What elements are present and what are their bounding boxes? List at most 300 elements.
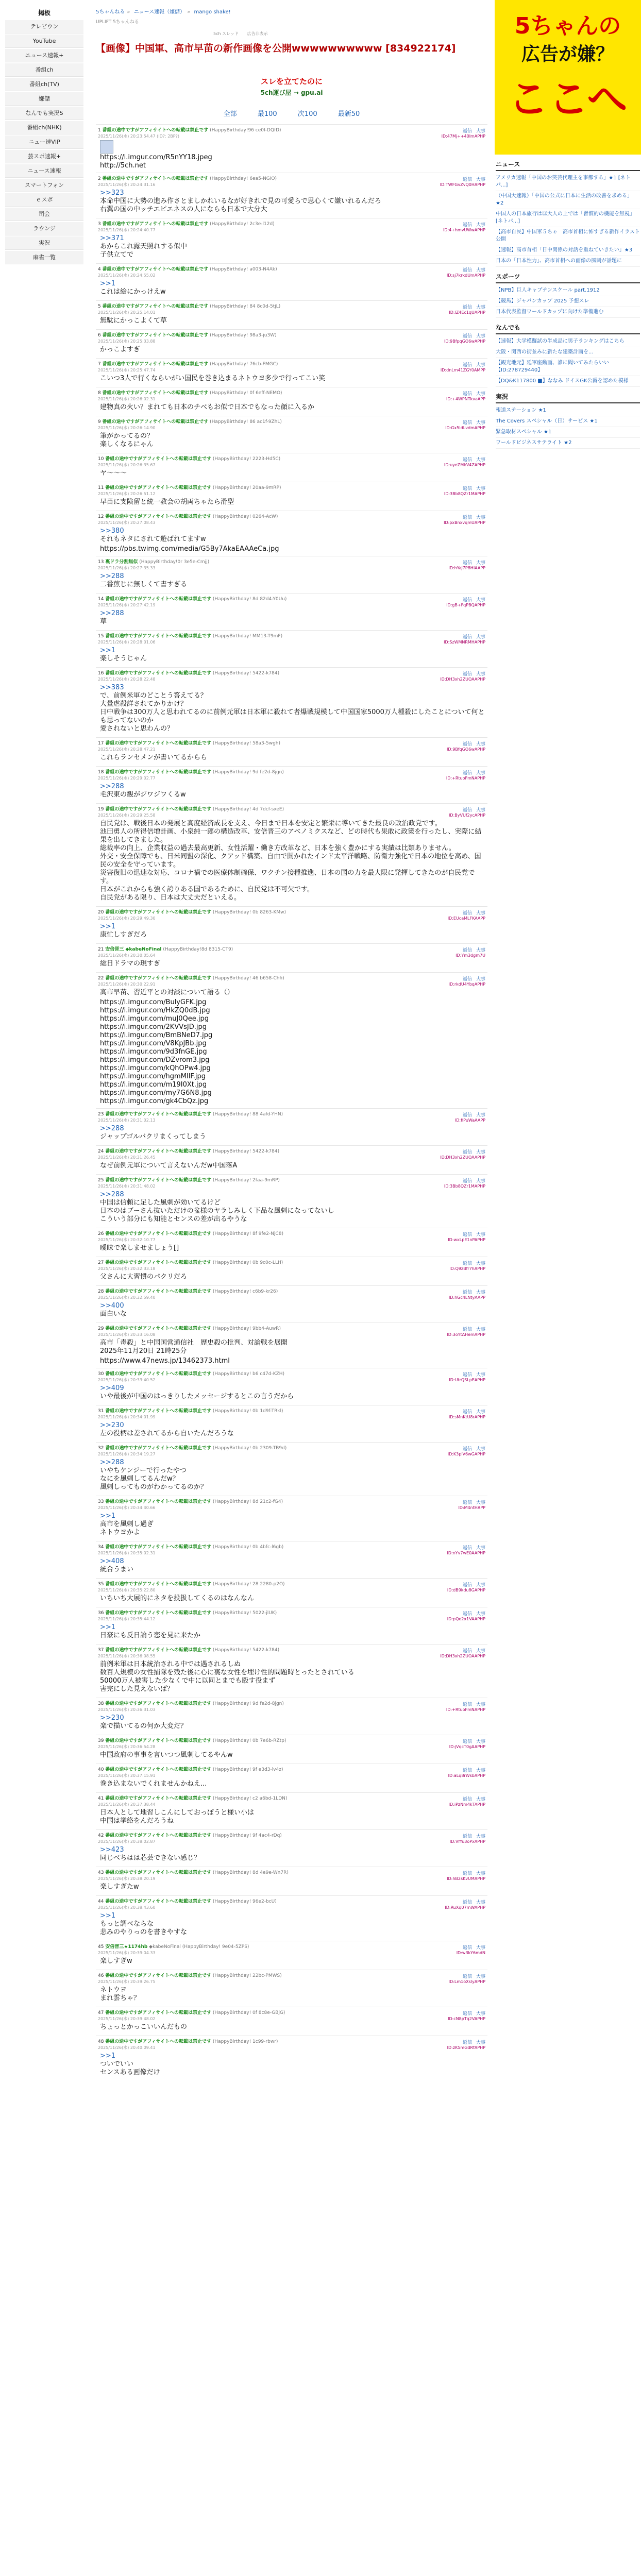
post-number[interactable]: 8 <box>98 391 101 396</box>
like-button[interactable]: 大事 <box>476 1546 485 1551</box>
reply-anchor[interactable]: >>288 <box>100 783 124 790</box>
reply-button[interactable]: 返信 <box>462 1834 472 1839</box>
reply-button[interactable]: 返信 <box>462 1871 472 1876</box>
post-id[interactable]: ID:+RtuoFmNAPHP <box>446 1707 485 1712</box>
post-number[interactable]: 5 <box>98 304 101 309</box>
post-number[interactable]: 31 <box>98 1409 104 1414</box>
tagline-secondary[interactable]: 5ch運び屋 → gpu.ai <box>260 89 323 96</box>
reply-anchor[interactable]: >>288 <box>100 1125 124 1132</box>
reply-anchor[interactable]: >>371 <box>100 234 124 242</box>
sidebar-news-link[interactable]: 【DQ&K117800 ■】ななみ ドイスGK公爵を認めた模様 <box>496 378 629 384</box>
reply-button[interactable]: 返信 <box>462 1232 472 1238</box>
like-button[interactable]: 大事 <box>476 129 485 134</box>
reply-anchor[interactable]: >>408 <box>100 1557 124 1565</box>
post-number[interactable]: 43 <box>98 1870 104 1875</box>
post-link[interactable]: https://i.imgur.com/gk4CbQz.jpg <box>100 1097 209 1105</box>
reply-anchor[interactable]: >>1 <box>100 647 116 654</box>
post-link[interactable]: https://i.imgur.com/V8KpJBb.jpg <box>100 1040 207 1047</box>
poster-name: 番組の途中ですがアフィサイトへの転載は禁止です <box>105 1833 211 1838</box>
like-button[interactable]: 大事 <box>476 1447 485 1452</box>
sidebar-news-link[interactable]: （中国大速報）「中国の公式に日本に生活の改善を求める」★2 <box>496 193 632 206</box>
nav-item[interactable]: ニュース速報+ <box>5 49 83 62</box>
breadcrumb-board[interactable]: ニュース速報（嫌儲） <box>133 9 185 15</box>
post-id[interactable]: ID:rkdU4YbqAPHP <box>448 982 485 987</box>
sidebar-news-link[interactable]: 【速報】高市首相「日中関係の対話を重ねていきたい」★3 <box>496 247 633 253</box>
post-number[interactable]: 15 <box>98 634 104 639</box>
sidebar-news-item[interactable] <box>496 416 640 427</box>
post-link[interactable]: https://i.imgur.com/BulyGFK.jpg <box>100 998 207 1006</box>
like-button[interactable]: 大事 <box>476 742 485 747</box>
post-number[interactable]: 37 <box>98 1648 104 1653</box>
sidebar-news-item[interactable] <box>496 307 640 318</box>
post-number[interactable]: 36 <box>98 1611 104 1616</box>
mini-link-hide-ads[interactable]: 広告非表示 <box>247 31 268 36</box>
reply-button[interactable]: 返信 <box>462 808 472 813</box>
post-id[interactable]: ID:SzWMNRMHAPHP <box>444 640 485 645</box>
reply-button[interactable]: 返信 <box>462 1179 472 1184</box>
post-id[interactable]: ID:VfYu3oPxAPHP <box>449 1839 485 1844</box>
nav-next-100[interactable]: 次100 <box>297 110 317 118</box>
sidebar-news-link[interactable]: ワールドビジネスサテライト ★2 <box>496 440 572 446</box>
nav-item[interactable]: ラウンジ <box>5 222 83 235</box>
like-button[interactable]: 大事 <box>476 1410 485 1415</box>
post-id[interactable]: ID:hB2sKvUMAPHP <box>447 1876 485 1881</box>
post-id[interactable]: ID:47Mj++40ImAPHP <box>441 134 485 139</box>
reply-button[interactable]: 返信 <box>462 771 472 776</box>
post-id[interactable]: ID:sj7krkdUmAPHP <box>446 273 485 278</box>
reply-button[interactable]: 返信 <box>462 363 472 368</box>
like-button[interactable]: 大事 <box>476 1974 485 1979</box>
reply-button[interactable]: 返信 <box>462 1702 472 1707</box>
post-number[interactable]: 48 <box>98 2039 104 2044</box>
like-button[interactable]: 大事 <box>476 1797 485 1802</box>
post-link[interactable]: https://i.imgur.com/R5nYY18.jpeg <box>100 154 212 161</box>
post-number[interactable]: 27 <box>98 1260 104 1265</box>
sidebar-news-item[interactable] <box>496 336 640 347</box>
post-number[interactable]: 2 <box>98 176 101 181</box>
post-id[interactable]: ID:UtrQSLpEAPHP <box>449 1378 485 1382</box>
reply-button[interactable]: 返信 <box>462 1372 472 1378</box>
post-number[interactable]: 40 <box>98 1767 104 1772</box>
post-id[interactable]: ID:+4WPNTkvaAPP <box>446 397 485 401</box>
post-id[interactable]: ID:w3kY6mdN <box>456 1951 485 1955</box>
like-button[interactable]: 大事 <box>476 771 485 776</box>
like-button[interactable]: 大事 <box>476 1945 485 1951</box>
sidebar-news-link[interactable]: 【観光地元】延軍座動画、誰に聞いてみたらいい【ID:278729440】 <box>496 360 609 373</box>
sidebar-news-item[interactable] <box>496 438 640 449</box>
post-id[interactable]: ID:pxBnxvqmUAPHP <box>444 520 485 525</box>
post-number[interactable]: 23 <box>98 1112 104 1117</box>
like-button[interactable]: 大事 <box>476 598 485 603</box>
post-link[interactable]: http://5ch.net <box>100 162 146 170</box>
post-id[interactable]: ID:3Bb8QZr1MAPHP <box>444 1184 485 1189</box>
post-id[interactable]: ID:4+hmvUWwAPHP <box>443 228 485 232</box>
like-button[interactable]: 大事 <box>476 1834 485 1839</box>
post-id[interactable]: ID:wxLpE1nPAPHP <box>448 1238 485 1242</box>
post-id[interactable]: ID:aLq8rWsbAPHP <box>448 1773 485 1778</box>
reply-button[interactable]: 返信 <box>462 268 472 273</box>
reply-button[interactable]: 返信 <box>462 2040 472 2045</box>
post-id[interactable]: ID:3Bb8QZr1MAPHP <box>444 492 485 496</box>
reply-button[interactable]: 返信 <box>462 1546 472 1551</box>
post-number[interactable]: 7 <box>98 362 101 367</box>
like-button[interactable]: 大事 <box>476 177 485 182</box>
post-number[interactable]: 16 <box>98 671 104 676</box>
reply-anchor[interactable]: >>288 <box>100 1191 124 1198</box>
nav-item[interactable]: ニュース速報 <box>5 164 83 178</box>
reply-anchor[interactable]: >>1 <box>100 2052 116 2060</box>
reply-button[interactable]: 返信 <box>462 1739 472 1744</box>
reply-button[interactable]: 返信 <box>462 1150 472 1155</box>
reply-button[interactable]: 返信 <box>462 1327 472 1332</box>
like-button[interactable]: 大事 <box>476 486 485 492</box>
reply-anchor[interactable]: >>1 <box>100 280 116 287</box>
reply-button[interactable]: 返信 <box>462 672 472 677</box>
nav-item[interactable]: 番組ch(NHK) <box>5 121 83 134</box>
post-number[interactable]: 3 <box>98 222 101 227</box>
reply-button[interactable]: 返信 <box>462 1290 472 1295</box>
mini-link-thread[interactable]: 5ch スレッド <box>213 31 239 36</box>
like-button[interactable]: 大事 <box>476 1327 485 1332</box>
sidebar-news-item[interactable] <box>496 427 640 438</box>
post-number[interactable]: 46 <box>98 1973 104 1978</box>
sidebar-news-item[interactable] <box>496 376 640 387</box>
sidebar-news-item[interactable] <box>496 209 640 227</box>
reply-anchor[interactable]: >>1 <box>100 923 116 930</box>
reply-button[interactable]: 返信 <box>462 305 472 310</box>
reply-anchor[interactable]: >>323 <box>100 189 124 197</box>
post-link[interactable]: https://i.imgur.com/2KVVsJD.jpg <box>100 1023 207 1031</box>
post-id[interactable]: ID:EUcaMLFKAAPP <box>447 916 485 921</box>
post-id[interactable]: ID:sMnKtU8rAPHP <box>448 1415 485 1419</box>
reply-button[interactable]: 返信 <box>462 1612 472 1617</box>
post-number[interactable]: 26 <box>98 1231 104 1236</box>
post-number[interactable]: 11 <box>98 485 104 490</box>
nav-latest-50[interactable]: 最新50 <box>338 110 360 118</box>
post-number[interactable]: 6 <box>98 333 101 338</box>
nav-item[interactable]: 実況 <box>5 236 83 250</box>
reply-button[interactable]: 返信 <box>462 977 472 982</box>
post-number[interactable]: 1 <box>98 128 101 133</box>
post-number[interactable]: 17 <box>98 741 104 746</box>
nav-item[interactable]: テレビウン <box>5 20 83 33</box>
post-id[interactable]: ID:Ym3dgm7U <box>456 953 485 958</box>
sidebar-news-item[interactable] <box>496 191 640 209</box>
like-button[interactable]: 大事 <box>476 2040 485 2045</box>
reply-button[interactable]: 返信 <box>462 1261 472 1266</box>
like-button[interactable]: 大事 <box>476 1500 485 1505</box>
reply-button[interactable]: 返信 <box>462 1649 472 1654</box>
post-id[interactable]: ID:uyeZMkV4ZAPHP <box>444 463 485 467</box>
like-button[interactable]: 大事 <box>476 808 485 813</box>
post-number[interactable]: 19 <box>98 807 104 812</box>
sidebar-news-link[interactable]: 【NPB】巨人キャプテンスケール part.1912 <box>496 287 600 293</box>
like-button[interactable]: 大事 <box>476 457 485 463</box>
like-button[interactable]: 大事 <box>476 977 485 982</box>
image-thumbnail-icon[interactable] <box>100 140 113 154</box>
like-button[interactable]: 大事 <box>476 268 485 273</box>
like-button[interactable]: 大事 <box>476 1649 485 1654</box>
sidebar-news-link[interactable]: 中国人の日本旅行はほ大人の上では「習慣的の機能を無視」 [ネトパ...] <box>496 211 635 224</box>
reply-button[interactable]: 返信 <box>462 486 472 492</box>
poster-name: 安倍晋三 ◆kabeNoFinal <box>105 947 162 952</box>
post-id[interactable]: ID:+RtuoFmNAPHP <box>446 776 485 781</box>
post-id[interactable]: ID:jVqcT0gAAPHP <box>449 1744 485 1749</box>
reply-anchor[interactable]: >>288 <box>100 609 124 617</box>
sidebar-news-link[interactable]: 報道ステーション ★1 <box>496 408 546 413</box>
sidebar-news-item[interactable] <box>496 347 640 358</box>
post-number[interactable]: 21 <box>98 947 104 952</box>
sidebar-news-item[interactable] <box>496 173 640 191</box>
post-id[interactable]: ID:dnLm41ZGY0AMPP <box>440 368 485 372</box>
reply-button[interactable]: 返信 <box>462 2011 472 2016</box>
sidebar-news-item[interactable] <box>496 405 640 416</box>
post-id[interactable]: ID:K3plV6wGAPHP <box>447 1452 485 1456</box>
post-number[interactable]: 35 <box>98 1582 104 1587</box>
reply-anchor[interactable]: >>1 <box>100 1623 116 1631</box>
like-button[interactable]: 大事 <box>476 1113 485 1118</box>
like-button[interactable]: 大事 <box>476 1150 485 1155</box>
nav-item[interactable]: YouTube <box>5 35 83 48</box>
post-number[interactable]: 9 <box>98 419 101 425</box>
sidebar-news-link[interactable]: 緊急取材スペシャル ★1 <box>496 429 552 435</box>
reply-button[interactable]: 返信 <box>462 1500 472 1505</box>
breadcrumb-thread[interactable]: mango shake! <box>194 9 231 15</box>
nav-all-posts[interactable]: 全部 <box>223 110 237 118</box>
reply-anchor[interactable]: >>423 <box>100 1846 124 1854</box>
post-number[interactable]: 12 <box>98 514 104 519</box>
post-number[interactable]: 30 <box>98 1371 104 1377</box>
post-link[interactable]: https://i.imgur.com/kQhOPw4.jpg <box>100 1064 211 1072</box>
post-number[interactable]: 25 <box>98 1178 104 1183</box>
reply-button[interactable]: 返信 <box>462 1113 472 1118</box>
nav-item[interactable]: なんでも実況S <box>5 107 83 120</box>
post-number[interactable]: 47 <box>98 2010 104 2015</box>
reply-button[interactable]: 返信 <box>462 177 472 182</box>
post-id[interactable]: ID:9BfqGO6wAPHP <box>447 747 485 752</box>
post-number[interactable]: 14 <box>98 597 104 602</box>
post-id[interactable]: ID:hGc4LNtyAAPP <box>448 1295 485 1300</box>
reply-button[interactable]: 返信 <box>462 911 472 916</box>
like-button[interactable]: 大事 <box>476 1261 485 1266</box>
reply-button[interactable]: 返信 <box>462 1974 472 1979</box>
nav-first-100[interactable]: 最100 <box>257 110 277 118</box>
reply-button[interactable]: 返信 <box>462 420 472 426</box>
nav-item[interactable]: ニュー速VIP <box>5 135 83 149</box>
post-link[interactable]: https://i.imgur.com/BmBNeD7.jpg <box>100 1031 213 1039</box>
post-id[interactable]: ID:iPzNm4kTAPHP <box>448 1802 485 1807</box>
sidebar-news-item[interactable] <box>496 245 640 256</box>
reply-button[interactable]: 返信 <box>462 1447 472 1452</box>
post-link[interactable]: https://i.imgur.com/HkZQ0dB.jpg <box>100 1007 210 1014</box>
post-id[interactable]: ID:nYv7wE0AAPHP <box>447 1551 485 1555</box>
post-number[interactable]: 45 <box>98 1944 104 1950</box>
like-button[interactable]: 大事 <box>476 363 485 368</box>
nav-item[interactable]: 司会 <box>5 208 83 221</box>
post-id[interactable]: ID:gB+FqPBQAPHP <box>446 603 485 607</box>
like-button[interactable]: 大事 <box>476 223 485 228</box>
like-button[interactable]: 大事 <box>476 1290 485 1295</box>
post-id[interactable]: ID:DH3xh2ZUOAAPHP <box>440 677 485 682</box>
sidebar-news-item[interactable] <box>496 256 640 267</box>
reply-anchor[interactable]: >>380 <box>100 527 124 535</box>
like-button[interactable]: 大事 <box>476 911 485 916</box>
post-id[interactable]: ID:TWFGvZvQ0HAPHP <box>440 182 485 187</box>
post-number[interactable]: 20 <box>98 910 104 915</box>
post-id[interactable]: ID:Gx5IdLvdmAPHP <box>445 426 485 430</box>
reply-button[interactable]: 返信 <box>462 129 472 134</box>
like-button[interactable]: 大事 <box>476 635 485 640</box>
reply-button[interactable]: 返信 <box>462 598 472 603</box>
sidebar-news-link[interactable]: 【高市自民】中国軍５ちゃ 高市首相に怖すぎる新作イラスト公開 <box>496 229 640 242</box>
post-link[interactable]: https://i.imgur.com/muJ0Qee.jpg <box>100 1015 209 1023</box>
reply-button[interactable]: 返信 <box>462 457 472 463</box>
reply-button[interactable]: 返信 <box>462 515 472 520</box>
post-number[interactable]: 32 <box>98 1446 104 1451</box>
like-button[interactable]: 大事 <box>476 1768 485 1773</box>
sidebar-news-link[interactable]: 【速報】大学模擬試の半成品に男子ランキングはこちら <box>496 338 625 344</box>
post-id[interactable]: ID:hYaJ7P8HIAAPP <box>448 566 485 570</box>
like-button[interactable]: 大事 <box>476 1372 485 1378</box>
post-number[interactable]: 22 <box>98 976 104 981</box>
reply-anchor[interactable]: >>409 <box>100 1384 124 1392</box>
breadcrumb-home[interactable]: 5ちゃんねる <box>96 9 125 15</box>
post-id[interactable]: ID:Q9zBfr7hAPHP <box>449 1266 485 1271</box>
reply-button[interactable]: 返信 <box>462 1945 472 1951</box>
nav-item[interactable]: 麻雀一覧 <box>5 251 83 264</box>
post-number[interactable]: 10 <box>98 456 104 462</box>
reply-anchor[interactable]: >>288 <box>100 1459 124 1466</box>
post-id[interactable]: ID:M4ntHAPP <box>458 1505 485 1510</box>
like-button[interactable]: 大事 <box>476 2011 485 2016</box>
reply-anchor[interactable]: >>383 <box>100 684 124 691</box>
post-id[interactable]: ID:Lm1oXsIyAPHP <box>448 1979 485 1984</box>
nav-item[interactable]: 芸スポ速報+ <box>5 150 83 163</box>
reply-button[interactable]: 返信 <box>462 561 472 566</box>
like-button[interactable]: 大事 <box>476 392 485 397</box>
sidebar-news-item[interactable] <box>496 296 640 307</box>
sidebar-news-link[interactable]: The Covers スペシャル（日）サービス ★1 <box>496 418 598 424</box>
sidebar-news-link[interactable]: 【競馬】ジャパンカップ 2025 予想スレ <box>496 298 589 304</box>
post-link[interactable]: https://i.imgur.com/DZvrom3.jpg <box>100 1056 210 1064</box>
post-date: 2025/11/26(水) 20:24:31.16 <box>98 182 156 187</box>
post-link[interactable]: https://i.imgur.com/m19I0Xt.jpg <box>100 1081 207 1089</box>
post-id[interactable]: ID:lZ4Ec1qUAPHP <box>449 310 485 315</box>
like-button[interactable]: 大事 <box>476 1232 485 1238</box>
reply-button[interactable]: 返信 <box>462 392 472 397</box>
reply-anchor[interactable]: >>288 <box>100 572 124 580</box>
post-link[interactable]: https://i.imgur.com/hgmMIlF.jpg <box>100 1073 206 1080</box>
post-link[interactable]: https://pbs.twimg.com/media/G5By7AkaEAAAeCa.jpg <box>100 545 279 553</box>
post-id[interactable]: ID:3oYtAHemAPHP <box>447 1332 485 1337</box>
nav-item[interactable]: 番組ch <box>5 63 83 77</box>
reply-anchor[interactable]: >>230 <box>100 1714 124 1722</box>
post-id[interactable]: ID:DH3xh2ZUOAAPHP <box>440 1654 485 1658</box>
post-link[interactable]: https://www.47news.jp/13462373.html <box>100 1357 230 1365</box>
like-button[interactable]: 大事 <box>476 305 485 310</box>
sidebar-news-item[interactable] <box>496 358 640 376</box>
post-id[interactable]: ID:ByVUf2ycAPHP <box>449 813 485 818</box>
like-button[interactable]: 大事 <box>476 515 485 520</box>
post-id[interactable]: ID:9BfpqGO6wAPHP <box>444 339 485 344</box>
post-id[interactable]: ID:cN8pTq2VAPHP <box>448 2016 485 2021</box>
like-button[interactable]: 大事 <box>476 1702 485 1707</box>
sidebar-news-link[interactable]: アメリカ速報「中国のお笑芸代理主を事都する」★1 [ネトパ...] <box>496 175 631 188</box>
post-id[interactable]: ID:dB9kdu8GAPHP <box>447 1588 485 1592</box>
reply-button[interactable]: 返信 <box>462 635 472 640</box>
sidebar-news-item[interactable] <box>496 227 640 245</box>
post-header <box>98 1973 487 1979</box>
post-link[interactable]: https://i.imgur.com/my7G6N8.jpg <box>100 1089 212 1097</box>
post-id[interactable]: ID:zK5mGdRfAPHP <box>447 2045 485 2050</box>
post-number[interactable]: 18 <box>98 770 104 775</box>
nav-item[interactable]: 嫌儲 <box>5 92 83 106</box>
reply-button[interactable]: 返信 <box>462 1768 472 1773</box>
sidebar-news-link[interactable]: 日本の「日本性力」、高市首相への画像の風刺が話題に <box>496 258 622 264</box>
post-number[interactable]: 4 <box>98 267 101 272</box>
post-number[interactable]: 38 <box>98 1701 104 1706</box>
ad-banner[interactable] <box>495 0 641 155</box>
like-button[interactable]: 大事 <box>476 1871 485 1876</box>
like-button[interactable]: 大事 <box>476 1900 485 1905</box>
reply-anchor[interactable]: >>1 <box>100 1512 116 1520</box>
sidebar-news-item[interactable] <box>496 285 640 296</box>
reply-button[interactable]: 返信 <box>462 334 472 339</box>
reply-button[interactable]: 返信 <box>462 1583 472 1588</box>
sidebar-news-link[interactable]: 日本代表監督ワールドカップに向けた準備進む <box>496 309 604 315</box>
post-number[interactable]: 39 <box>98 1738 104 1743</box>
like-button[interactable]: 大事 <box>476 948 485 953</box>
post-id[interactable]: ID:pQe2x1VAAPHP <box>447 1617 485 1621</box>
like-button[interactable]: 大事 <box>476 420 485 426</box>
nav-item[interactable]: スマートフォン <box>5 179 83 192</box>
like-button[interactable]: 大事 <box>476 561 485 566</box>
reply-button[interactable]: 返信 <box>462 948 472 953</box>
reply-button[interactable]: 返信 <box>462 742 472 747</box>
like-button[interactable]: 大事 <box>476 1612 485 1617</box>
sidebar-news-link[interactable]: 大阪・関西の街並みに新たな建築計画を... <box>496 349 594 355</box>
post-number[interactable]: 42 <box>98 1833 104 1838</box>
reply-button[interactable]: 返信 <box>462 1797 472 1802</box>
like-button[interactable]: 大事 <box>476 672 485 677</box>
reply-anchor[interactable]: >>1 <box>100 1912 116 1920</box>
reply-button[interactable]: 返信 <box>462 223 472 228</box>
nav-item[interactable]: 番組ch(TV) <box>5 78 83 91</box>
post-number[interactable]: 24 <box>98 1149 104 1154</box>
like-button[interactable]: 大事 <box>476 334 485 339</box>
reply-button[interactable]: 返信 <box>462 1410 472 1415</box>
post-link[interactable]: https://i.imgur.com/9d3fnGE.jpg <box>100 1048 207 1056</box>
post-number[interactable]: 34 <box>98 1545 104 1550</box>
post-meta <box>98 462 487 468</box>
like-button[interactable]: 大事 <box>476 1583 485 1588</box>
post-number[interactable]: 28 <box>98 1289 104 1294</box>
nav-item[interactable]: ｅスポ <box>5 193 83 207</box>
post-number[interactable]: 41 <box>98 1796 104 1801</box>
post-number[interactable]: 33 <box>98 1499 104 1504</box>
like-button[interactable]: 大事 <box>476 1179 485 1184</box>
reply-anchor[interactable]: >>230 <box>100 1421 124 1429</box>
post-id[interactable]: ID:RuXq07mWAPHP <box>445 1905 485 1910</box>
reply-anchor[interactable]: >>400 <box>100 1302 124 1310</box>
reply-button[interactable]: 返信 <box>462 1900 472 1905</box>
post-number[interactable]: 44 <box>98 1899 104 1904</box>
post-number[interactable]: 29 <box>98 1326 104 1331</box>
post-id[interactable]: ID:DH3xh2ZUOAAPHP <box>440 1155 485 1160</box>
post-id[interactable]: ID:fiPuWaAAPP <box>454 1118 485 1123</box>
post-number[interactable]: 13 <box>98 560 104 565</box>
like-button[interactable]: 大事 <box>476 1739 485 1744</box>
